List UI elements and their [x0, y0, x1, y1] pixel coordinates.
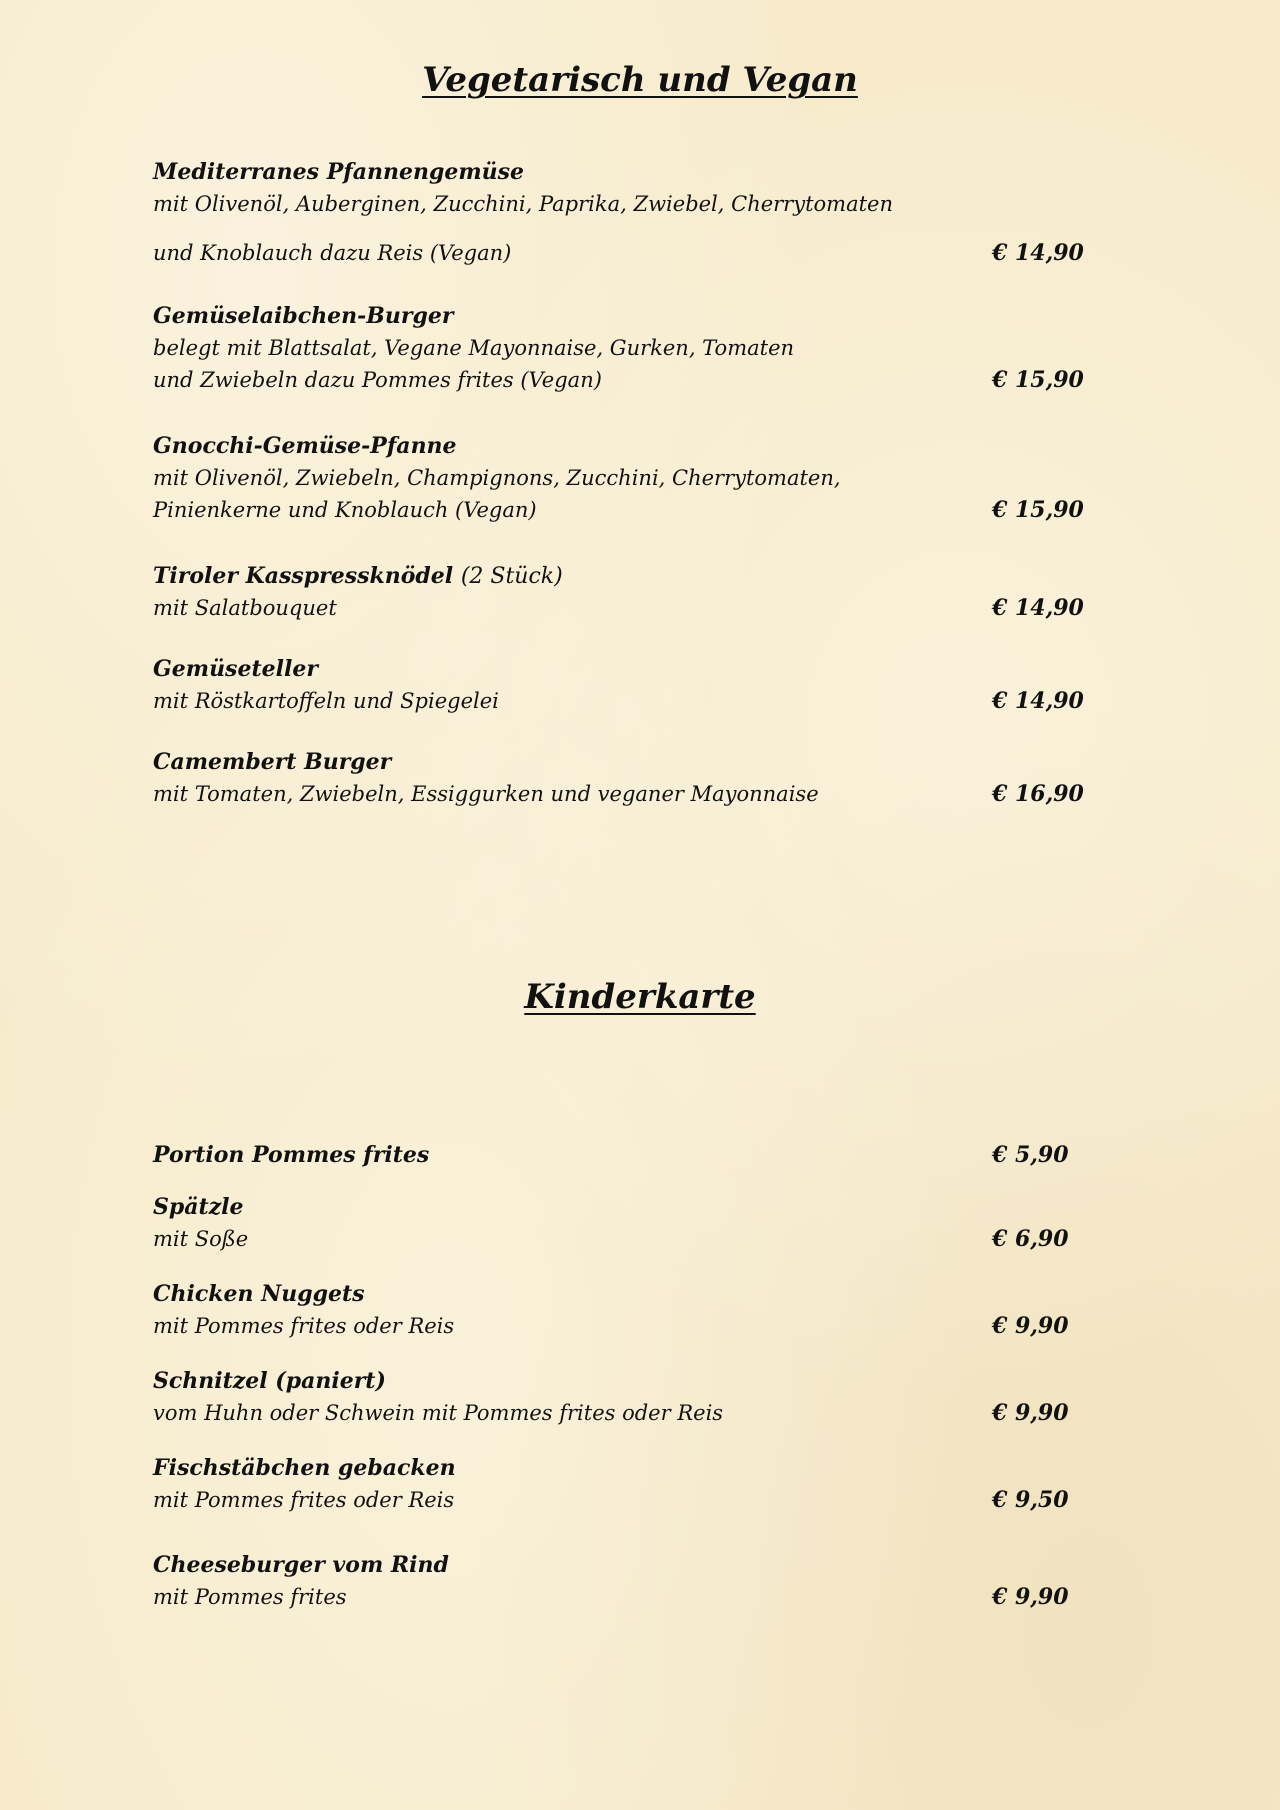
menu-item-description: mit Pommes frites oder Reis: [153, 1314, 455, 1338]
menu-item-description: mit Röstkartoffeln und Spiegelei: [153, 689, 499, 713]
menu-item: [153, 1452, 1083, 1549]
menu-item-name: Cheeseburger vom Rind: [153, 1552, 449, 1578]
menu-item-description: vom Huhn oder Schwein mit Pommes frites oder Reis: [153, 1401, 724, 1425]
menu-item-description: mit Salatbouquet: [153, 596, 337, 620]
menu-item-price: € 14,90: [992, 595, 1084, 621]
menu-item: [153, 1191, 1083, 1278]
menu-item-description: mit Tomaten, Zwiebeln, Essiggurken und veganer Mayonnaise: [153, 782, 819, 806]
menu-item-name: Gemüselaibchen-Burger: [153, 303, 454, 329]
menu-item-description: und Knoblauch dazu Reis (Vegan): [153, 241, 512, 265]
menu-item-price: € 14,90: [992, 240, 1084, 266]
vegetarian-menu-list: [153, 156, 1083, 810]
menu-item: [153, 653, 1083, 746]
menu-item-description: mit Olivenöl, Auberginen, Zucchini, Paprika, Zwiebel, Cherrytomaten: [153, 192, 893, 216]
menu-item-name: Gemüseteller: [153, 656, 318, 682]
menu-item-description: belegt mit Blattsalat, Vegane Mayonnaise, Gurken, Tomaten: [153, 336, 795, 360]
menu-item-price: € 14,90: [992, 688, 1084, 714]
menu-item: [153, 746, 1083, 810]
menu-item-description: mit Pommes frites: [153, 1585, 347, 1609]
menu-item-name: Spätzle: [153, 1194, 244, 1220]
menu-item-price: € 9,90: [992, 1313, 1069, 1339]
menu-item: [153, 1549, 1083, 1613]
menu-item: [153, 560, 1083, 653]
menu-item-name: Gnocchi-Gemüse-Pfanne: [153, 433, 457, 459]
menu-item-name: Mediterranes Pfannengemüse: [153, 159, 525, 185]
menu-item-price: € 15,90: [992, 497, 1084, 523]
section-title-kids: Kinderkarte: [524, 977, 756, 1017]
menu-item: [153, 430, 1083, 560]
menu-item-name: Tiroler Kasspressknödel: [153, 563, 454, 589]
menu-item-price: € 5,90: [992, 1142, 1069, 1168]
menu-item-price: € 9,90: [992, 1400, 1069, 1426]
menu-item-price: € 15,90: [992, 367, 1084, 393]
menu-item-description: mit Olivenöl, Zwiebeln, Champignons, Zucchini, Cherrytomaten,: [153, 466, 841, 490]
menu-item-price: € 9,90: [992, 1584, 1069, 1610]
kids-menu-list: [153, 1139, 1083, 1613]
menu-item-name: Portion Pommes frites: [153, 1142, 430, 1168]
menu-item-name: Fischstäbchen gebacken: [153, 1455, 456, 1481]
menu-item: [153, 1139, 1083, 1191]
menu-item: [153, 156, 1083, 300]
menu-item-name: Chicken Nuggets: [153, 1281, 365, 1307]
menu-item-price: € 6,90: [992, 1226, 1069, 1252]
menu-item: [153, 300, 1083, 430]
menu-item-price: € 16,90: [992, 781, 1084, 807]
menu-item-name: Camembert Burger: [153, 749, 392, 775]
menu-item-description: mit Soße: [153, 1227, 249, 1251]
menu-item-name: Schnitzel (paniert): [153, 1368, 386, 1394]
menu-item-name-extra: (2 Stück): [460, 564, 563, 589]
section-title-vegetarian: Vegetarisch und Vegan: [422, 60, 858, 100]
menu-item: [153, 1278, 1083, 1365]
menu-item-description: und Zwiebeln dazu Pommes frites (Vegan): [153, 368, 602, 392]
menu-item: [153, 1365, 1083, 1452]
menu-item-name-row: [153, 560, 1083, 592]
menu-item-description: Pinienkerne und Knoblauch (Vegan): [153, 498, 537, 522]
menu-item-description: mit Pommes frites oder Reis: [153, 1488, 455, 1512]
menu-item-price: € 9,50: [992, 1487, 1069, 1513]
